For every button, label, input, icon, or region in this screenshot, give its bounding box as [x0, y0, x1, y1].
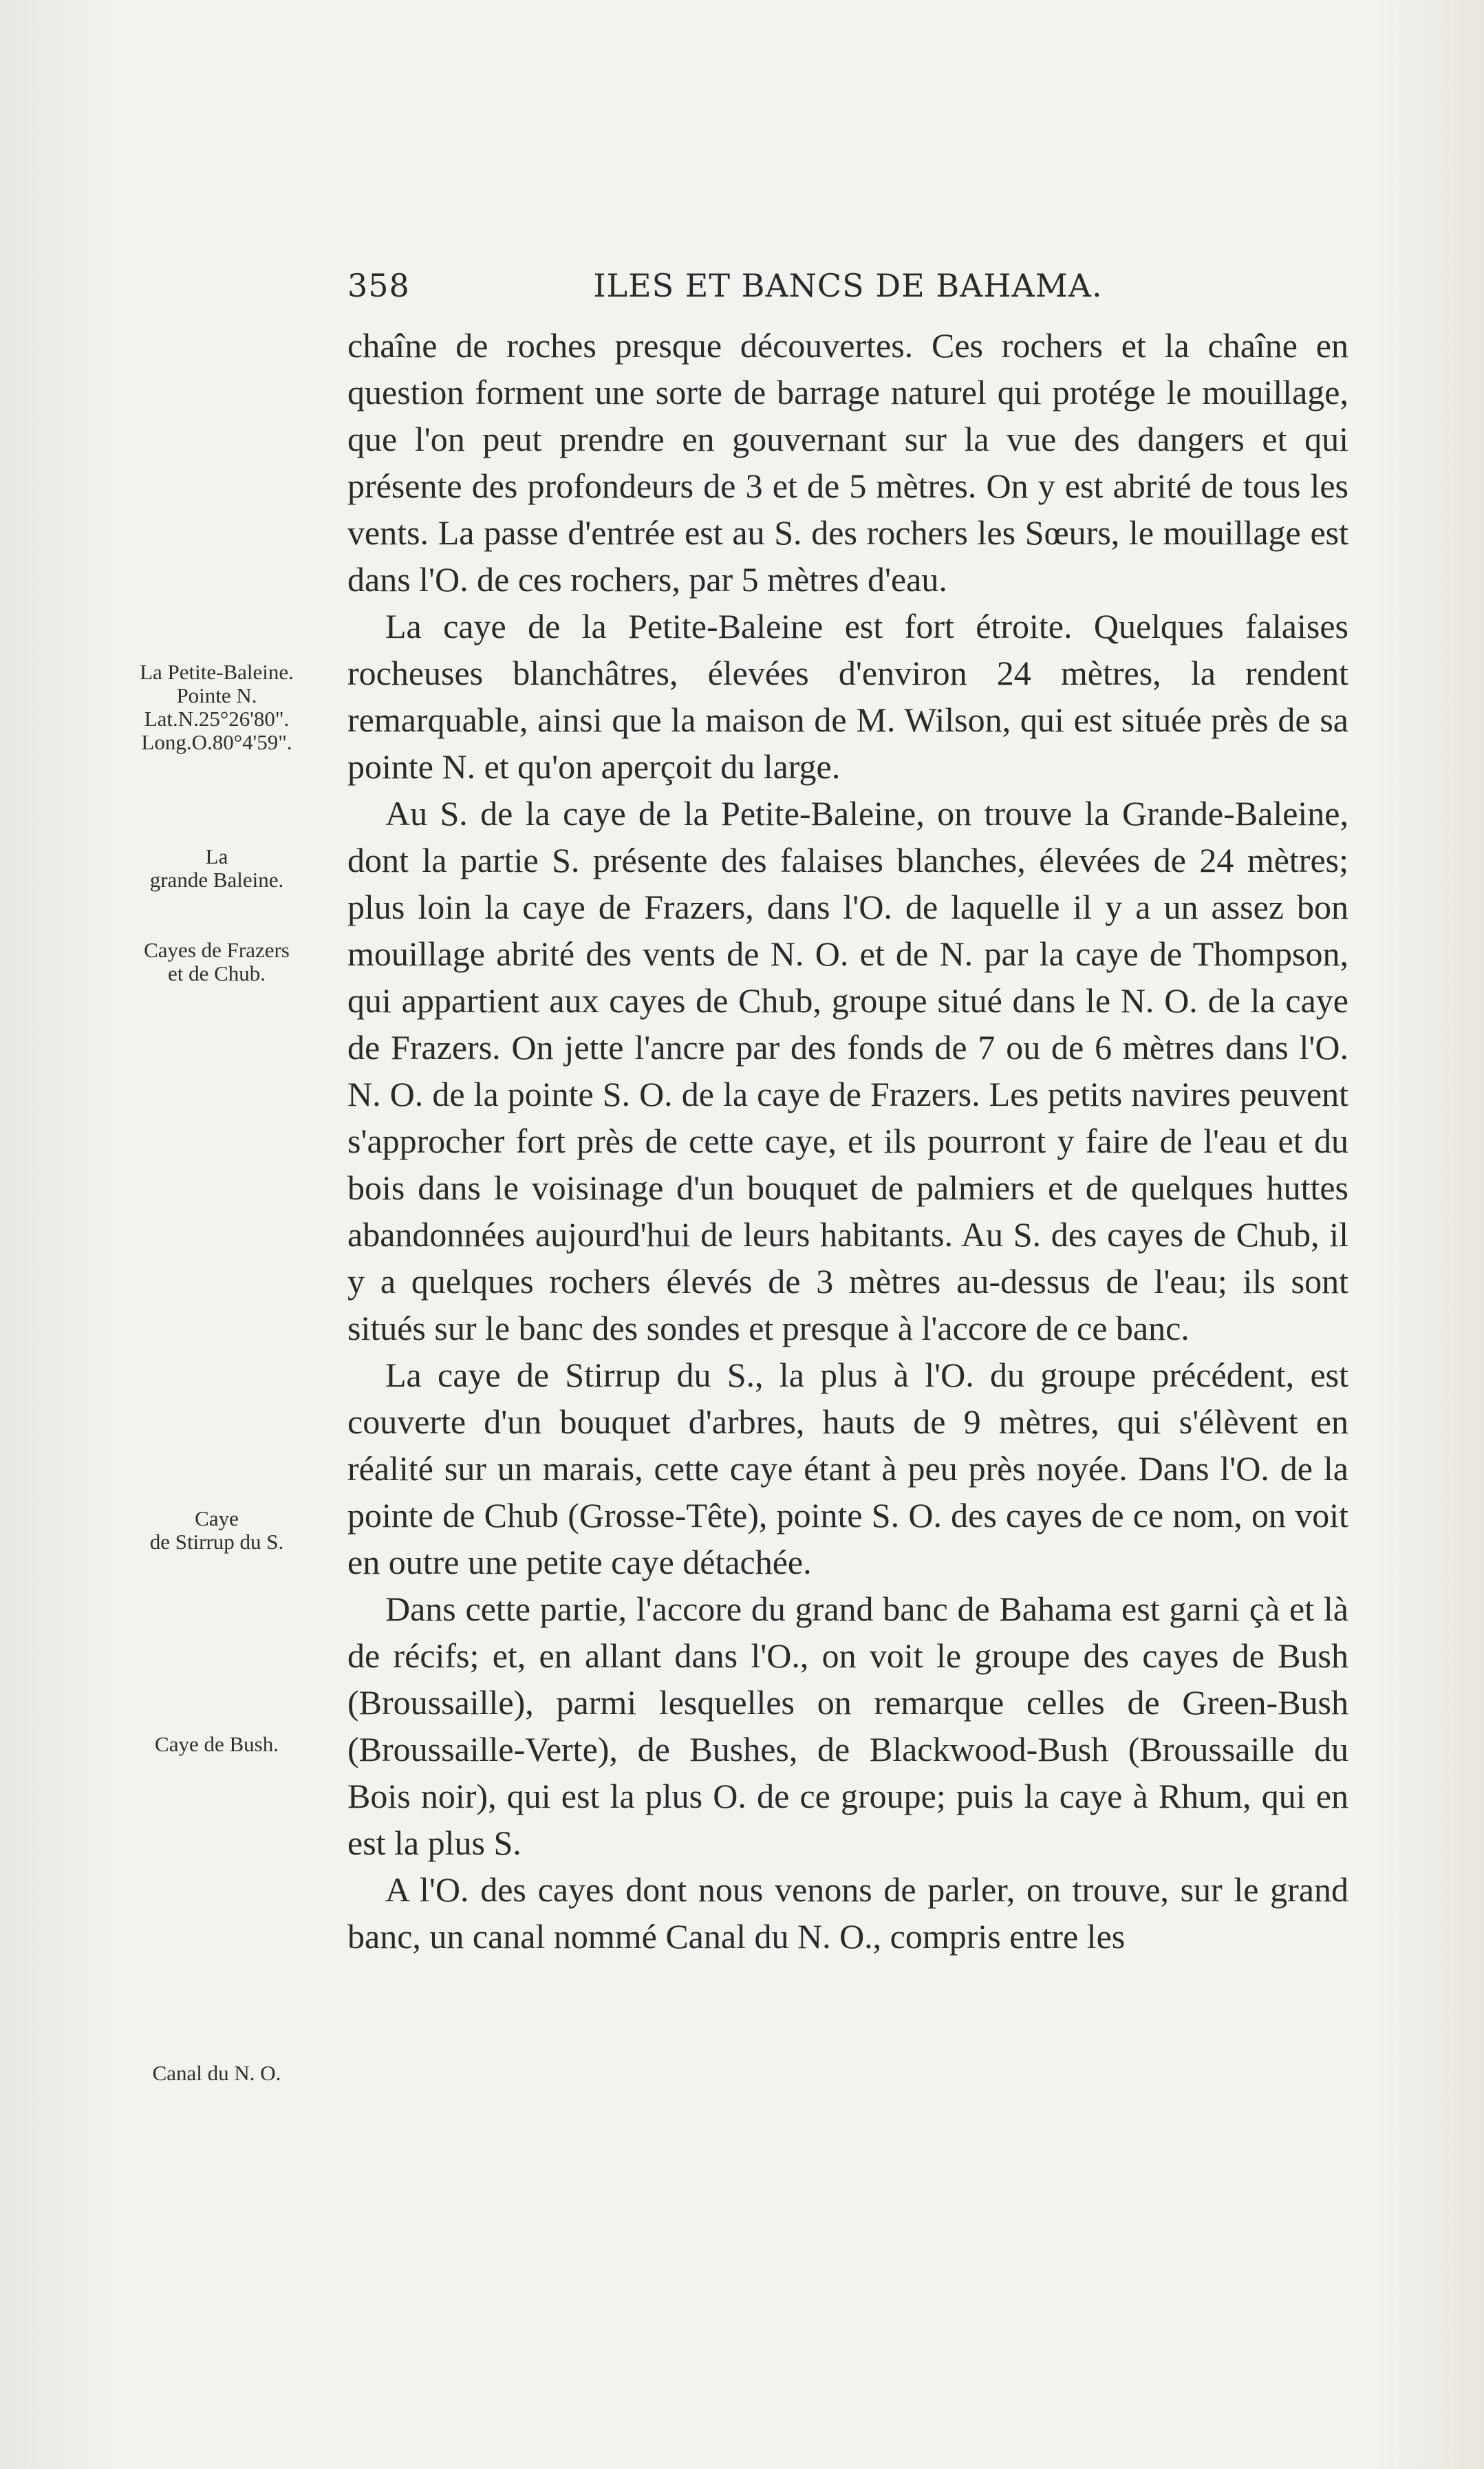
margin-note-line: La Petite-Baleine.	[140, 660, 294, 684]
margin-note-line: de Stirrup du S.	[149, 1530, 284, 1554]
margin-note-bush	[103, 1733, 330, 1756]
margin-note-grande-baleine	[103, 845, 330, 892]
page-number: 358	[347, 267, 410, 304]
margin-note-line: La	[205, 844, 228, 868]
margin-note-frazers-chub	[103, 939, 330, 985]
margin-note-line: Canal du N. O.	[152, 2061, 281, 2085]
body-text	[347, 322, 1348, 1960]
paragraph: chaîne de roches presque découvertes. Ces rochers et la chaîne en question forment une sorte de barrage naturel qui protége le mouillage, que l'on peut prendre en gouvernant sur la vue des dangers et qui présente des profondeurs de 3 et de 5 mètres. On y est abrité de tous les vents. La passe d'entrée est au S. des rochers les Sœurs, le mouillage est dans l'O. de ces rochers, par 5 mètres d'eau.	[347, 326, 1348, 599]
margin-note-line: grande Baleine.	[149, 868, 284, 892]
margin-note-petite-baleine	[103, 661, 330, 754]
paragraph: A l'O. des cayes dont nous venons de parler, on trouve, sur le grand banc, un canal nommé Canal du N. O., compris entre les	[347, 1870, 1348, 1956]
paragraph: La caye de la Petite-Baleine est fort étroite. Quelques falaises rocheuses blanchâtres, élevées d'environ 24 mètres, la rendent remarquable, ainsi que la maison de M. Wilson, qui est située près de sa pointe N. et qu'on aperçoit du large.	[347, 607, 1348, 786]
margin-note-canal	[103, 2062, 330, 2085]
margin-note-line: Long.O.80°4'59".	[141, 730, 292, 754]
paragraph: La caye de Stirrup du S., la plus à l'O. du groupe précédent, est couverte d'un bouquet d'arbres, hauts de 9 mètres, qui s'élèvent en réalité sur un marais, cette caye étant à peu près noyée. Dans l'O. de la pointe de Chub (Grosse-Tête), pointe S. O. des cayes de ce nom, on voit en outre une petite caye détachée.	[347, 1356, 1348, 1581]
margin-note-line: Lat.N.25°26'80".	[144, 707, 290, 731]
margin-note-line: Pointe N.	[176, 683, 257, 707]
margin-note-line: Caye	[195, 1506, 239, 1530]
margin-note-line: Cayes de Frazers	[144, 938, 290, 962]
paragraph: Au S. de la caye de la Petite-Baleine, on trouve la Grande-Baleine, dont la partie S. présente des falaises blanches, élevées de 24 mètres; plus loin la caye de Frazers, dans l'O. de laquelle il y a un assez bon mouillage abrité des vents de N. O. et de N. par la caye de Thompson, qui appartient aux cayes de Chub, groupe situé dans le N. O. de la caye de Frazers. On jette l'ancre par des fonds de 7 ou de 6 mètres dans l'O. N. O. de la pointe S. O. de la caye de Frazers. Les petits navires peuvent s'approcher fort près de cette caye, et ils pourront y faire de l'eau et du bois dans le voisinage d'un bouquet de palmiers et de quelques huttes abandonnées aujourd'hui de leurs habitants. Au S. des cayes de Chub, il y a quelques rochers élevés de 3 mètres au-dessus de l'eau; ils sont situés sur le banc des sondes et presque à l'accore de ce banc.	[347, 794, 1348, 1347]
page-header-title: ILES ET BANCS DE BAHAMA.	[593, 267, 1103, 304]
margin-note-line: Caye de Bush.	[155, 1732, 279, 1756]
margin-note-line: et de Chub.	[167, 961, 266, 985]
margin-note-stirrup	[103, 1507, 330, 1554]
paragraph: Dans cette partie, l'accore du grand banc de Bahama est garni çà et là de récifs; et, en allant dans l'O., on voit le groupe des cayes de Bush (Broussaille), parmi lesquelles on remarque celles de Green-Bush (Broussaille-Verte), de Bushes, de Blackwood-Bush (Broussaille du Bois noir), qui est la plus O. de ce groupe; puis la caye à Rhum, qui en est la plus S.	[347, 1590, 1348, 1862]
